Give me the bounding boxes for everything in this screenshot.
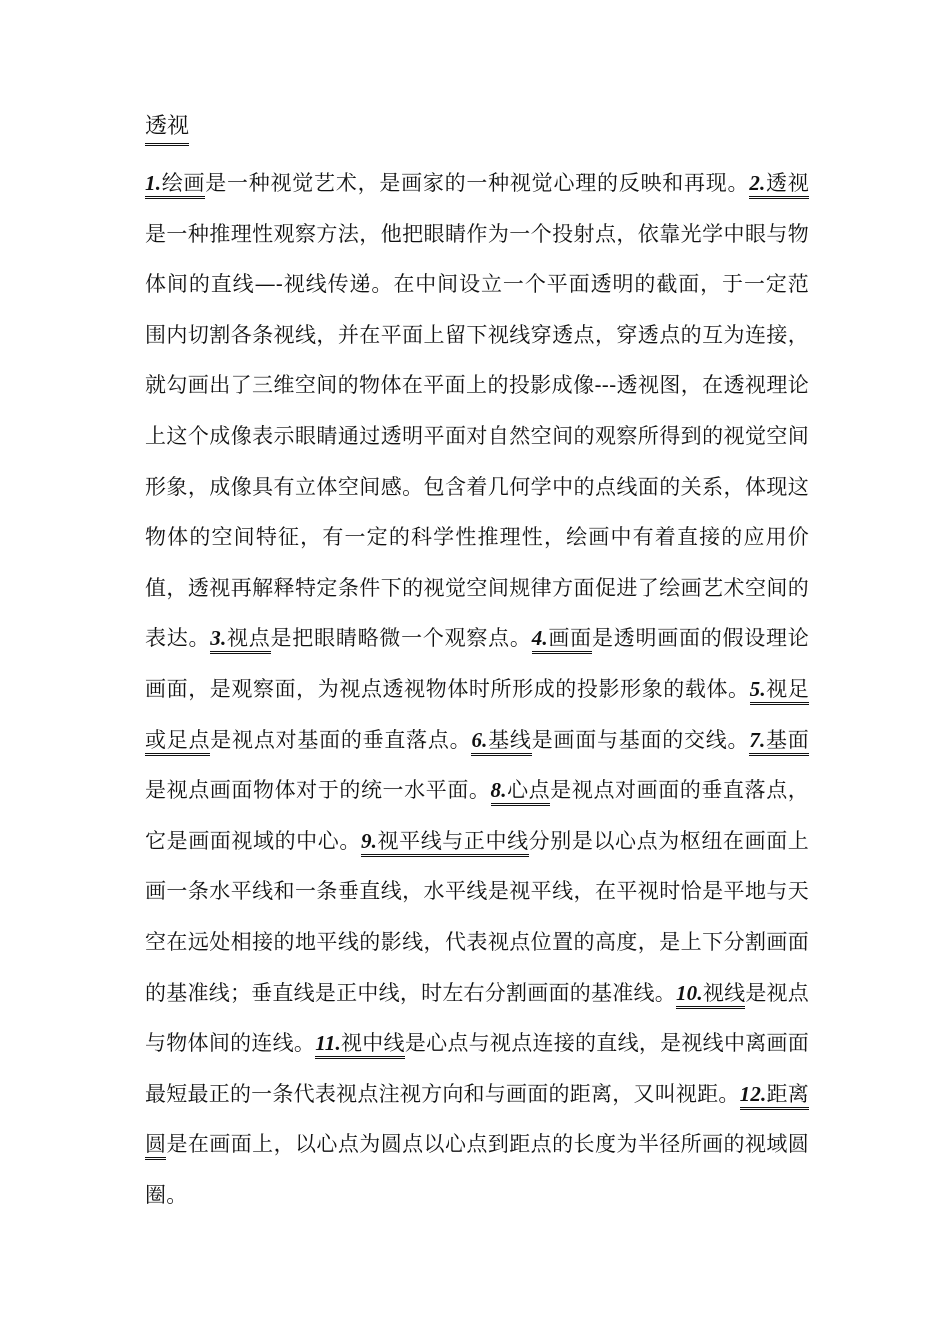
- term-3: [210, 626, 531, 654]
- term-description: 是在画面上，以心点为圆点以心点到距点的长度为半径所画的视域圆圈。: [145, 1132, 810, 1207]
- term-description: 是心点与视点连接的直线，是视线中离画面最短最正的一条代表视点注视方向和与画面的距离，又叫视距。: [145, 1031, 809, 1106]
- term-description: 是画面与基面的交线。: [531, 727, 750, 752]
- term-label: [471, 728, 531, 756]
- term-description: 是透明画面的假设理论画面，是观察面，为视点透视物体时所形成的投影形象的载体。: [145, 626, 810, 701]
- document-title: 透视: [145, 112, 189, 146]
- term-label: [315, 1031, 405, 1059]
- term-description: 是视点对画面的垂直落点，它是画面视域的中心。: [145, 778, 810, 853]
- term-word: 视线: [702, 980, 746, 1005]
- term-word: 基面: [765, 727, 810, 752]
- term-label: [532, 626, 592, 654]
- term-number: 8.: [490, 778, 507, 803]
- term-number: 9.: [360, 828, 378, 853]
- term-description: 分别是以心点为枢纽在画面上画一条水平线和一条垂直线，水平线是视平线，在平视时恰是平地与天空在远处相接的地平线的影线，代表视点位置的高度，是上下分割画面的基准线；垂直线是正中线，时左右分割画面的基准线。: [145, 828, 810, 1005]
- term-number: 7.: [749, 727, 766, 752]
- term-number: 1.: [145, 171, 162, 195]
- term-2: [145, 171, 809, 650]
- term-description: 是视点对基面的垂直落点。: [210, 727, 472, 752]
- term-word: 视中线: [340, 1031, 405, 1056]
- term-number: 11.: [315, 1031, 341, 1056]
- term-label: [749, 728, 809, 756]
- term-word: 基线: [487, 727, 532, 752]
- term-6: [471, 728, 749, 756]
- term-description: 是把眼睛略微一个观察点。: [270, 626, 532, 651]
- term-word: 视足或足点: [145, 676, 809, 752]
- term-word: 心点: [506, 778, 551, 803]
- document-body: [145, 158, 809, 1220]
- term-word: 视平线与正中线: [377, 828, 529, 853]
- term-word: 画面: [547, 626, 592, 651]
- term-description: 是一种推理性观察方法，他把眼睛作为一个投射点，依靠光学中眼与物体间的直线—-视线传递。在中间设立一个平面透明的截面，于一定范围内切割各条视线，并在平面上留下视线穿透点，穿透点的互为连接，就勾画出了三维空间的物体在平面上的投影成像---透视图，在透视理论上这个成像表示眼睛通过透明平面对自然空间的观察所得到的视觉空间形象，成像具有立体空间感。包含着几何学中的点线面的关系，体现这物体的空间特征，有一定的科学性推理性，绘画中有着直接的应用价值，透视再解释特定条件下的视觉空间规律方面促进了绘画艺术空间的表达。: [145, 221, 809, 651]
- term-1: [145, 171, 749, 199]
- term-number: 10.: [675, 980, 703, 1005]
- term-word: 透视: [765, 171, 809, 195]
- term-description: 是视点与物体间的连线。: [145, 980, 809, 1056]
- term-number: 4.: [531, 626, 548, 651]
- term-word: 视点: [226, 626, 271, 651]
- term-word: 距离圆: [145, 1081, 809, 1157]
- term-label: [361, 829, 529, 857]
- term-label: [676, 981, 745, 1009]
- term-description: 是一种视觉艺术，是画家的一种视觉心理的反映和再现。: [205, 171, 750, 195]
- term-number: 5.: [749, 676, 766, 701]
- term-number: 12.: [739, 1081, 767, 1106]
- term-word: 绘画: [161, 171, 206, 195]
- term-9: [145, 829, 809, 1005]
- term-description: 是视点画面物体对于的统一水平面。: [145, 778, 491, 803]
- term-number: 2.: [749, 171, 766, 195]
- term-label: [145, 171, 205, 199]
- term-number: 3.: [210, 626, 227, 651]
- term-label: [210, 626, 270, 654]
- document-page: [145, 112, 809, 1220]
- term-label: [491, 778, 551, 806]
- term-number: 6.: [471, 727, 488, 752]
- term-label: [749, 171, 809, 199]
